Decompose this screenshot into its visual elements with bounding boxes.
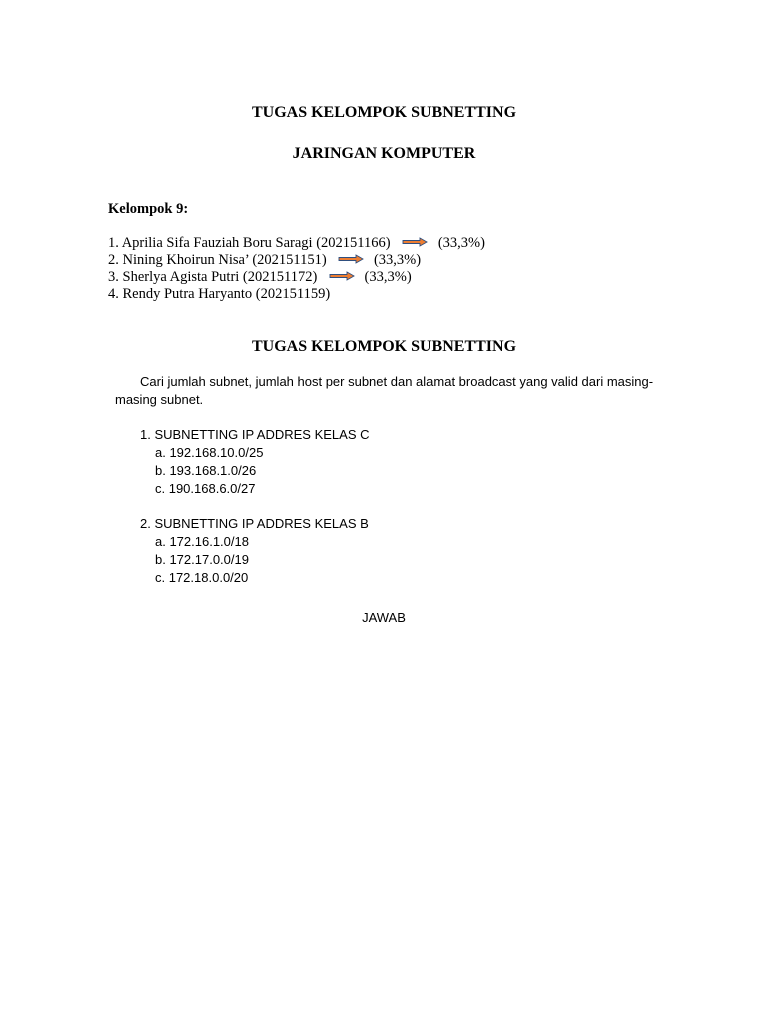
right-arrow-icon [402,235,428,252]
member-item [108,252,421,269]
ip-item: a. 172.16.1.0/18 [155,534,249,549]
ip-item: a. 192.168.10.0/25 [155,445,264,460]
right-arrow-icon [338,252,364,269]
instruction-line-1: Cari jumlah subnet, jumlah host per subnet dan alamat broadcast yang valid dari masing- [140,374,654,389]
instruction-line-2: masing subnet. [115,392,204,407]
member-share: (33,3%) [373,252,422,268]
member-share: (33,3%) [437,235,485,251]
right-arrow-icon [329,269,355,286]
document-subtitle: JARINGAN KOMPUTER [292,145,476,162]
document-title: TUGAS KELOMPOK SUBNETTING [251,104,517,121]
member-name: 2. Nining Khoirun Nisa’ (202151151) [108,252,327,268]
member-name: 1. Aprilia Sifa Fauziah Boru Saragi (202151166) [108,235,391,251]
member-share: (33,3%) [364,269,412,285]
ip-item: b. 193.168.1.0/26 [155,463,257,478]
member-item [108,269,412,286]
member-item [108,235,485,252]
section-heading: 1. SUBNETTING IP ADDRES KELAS C [140,427,370,442]
section-heading: 2. SUBNETTING IP ADDRES KELAS B [140,516,369,531]
member-name: 3. Sherlya Agista Putri (202151172) [108,269,318,285]
member-name: 4. Rendy Putra Haryanto (202151159) [108,286,331,302]
task-title: TUGAS KELOMPOK SUBNETTING [251,338,517,355]
ip-item: c. 172.18.0.0/20 [155,570,249,585]
ip-item: c. 190.168.6.0/27 [155,481,256,496]
member-item [108,286,330,303]
answer-label: JAWAB [362,610,406,625]
ip-item: b. 172.17.0.0/19 [155,552,249,567]
group-label: Kelompok 9: [108,201,189,217]
